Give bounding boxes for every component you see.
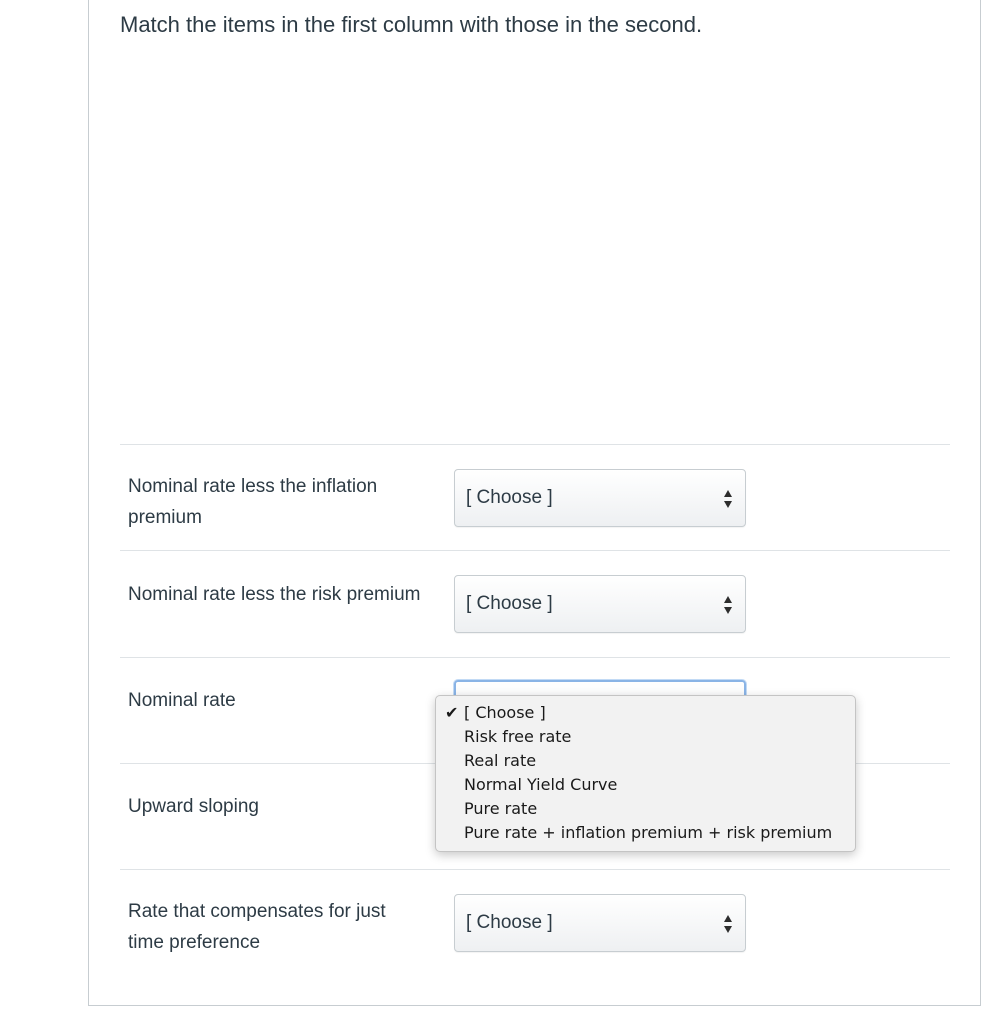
- question-prompt: Match the items in the first column with those in the second.: [120, 12, 703, 37]
- select-arrows-icon: [723, 594, 733, 616]
- select-arrows-icon: [723, 488, 733, 510]
- dropdown-option-normal-yield-curve[interactable]: Normal Yield Curve: [464, 775, 618, 794]
- answer-select-value: [ Choose ]: [466, 593, 553, 614]
- dropdown-option-choose[interactable]: ✔ [ Choose ]: [445, 703, 546, 722]
- match-row: [120, 444, 950, 551]
- match-row-label: Rate that compensates for just time preference: [128, 901, 386, 953]
- answer-select[interactable]: [454, 469, 746, 527]
- answer-select[interactable]: [454, 894, 746, 952]
- answer-select[interactable]: [454, 575, 746, 633]
- answer-select-value: [ Choose ]: [466, 912, 553, 933]
- match-row-label: Nominal rate less the inflation premium: [128, 476, 378, 528]
- dropdown-option-real-rate[interactable]: Real rate: [464, 751, 537, 770]
- match-row: [120, 869, 950, 979]
- select-dropdown-menu: [435, 695, 856, 852]
- answer-select-value: [ Choose ]: [466, 487, 553, 508]
- dropdown-option-pure-rate-plus-premiums[interactable]: Pure rate + inflation premium + risk premium: [464, 823, 833, 842]
- dropdown-option-risk-free-rate[interactable]: Risk free rate: [464, 727, 572, 746]
- match-row-label: Nominal rate less the risk premium: [128, 584, 421, 605]
- match-row: [120, 550, 950, 657]
- select-arrows-icon: [723, 913, 733, 935]
- match-row-label: Nominal rate: [128, 690, 236, 711]
- match-row-label: Upward sloping: [128, 796, 259, 817]
- dropdown-option-pure-rate[interactable]: Pure rate: [464, 799, 538, 818]
- checkmark-icon: ✔: [445, 703, 459, 722]
